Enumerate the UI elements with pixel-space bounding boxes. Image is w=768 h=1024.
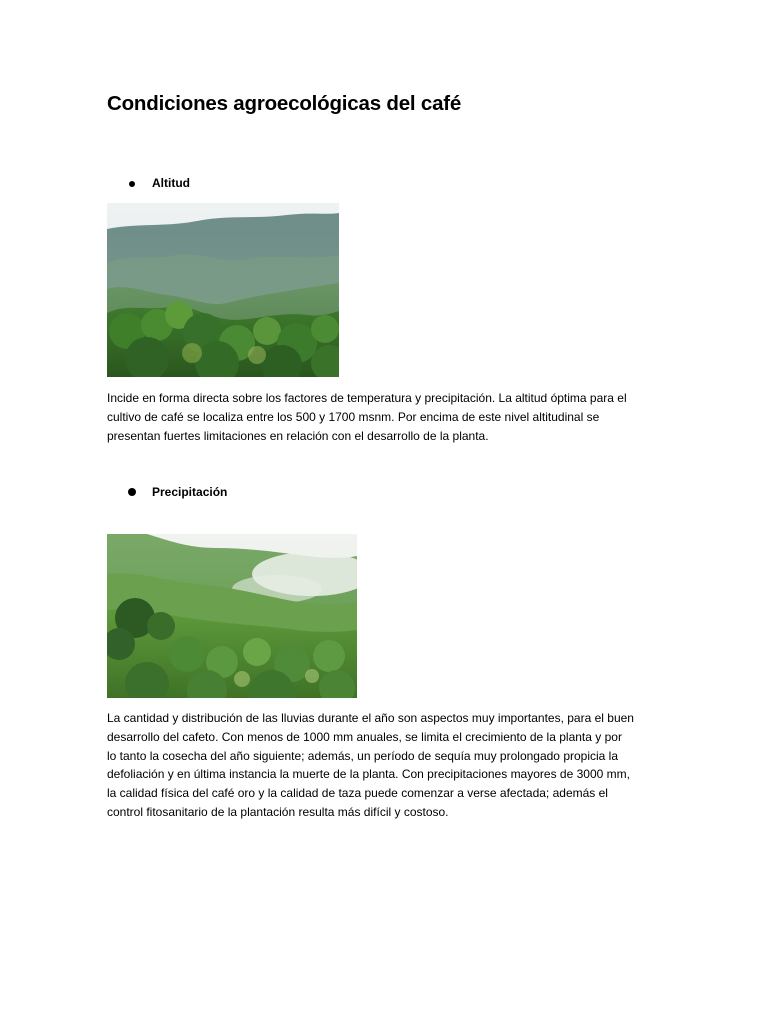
bullet-icon [128, 488, 136, 496]
coffee-plantation-photo [107, 534, 357, 698]
paragraph-line: la calidad física del café oro y la calidad de taza puede comenzar a verse afectada; además el [107, 786, 608, 801]
paragraph-line: presentan fuertes limitaciones en relación con el desarrollo de la planta. [107, 428, 489, 443]
paragraph-line: control fitosanitario de la plantación resulta más difícil y costoso. [107, 804, 449, 819]
paragraph-line: lo tanto la cosecha del año siguiente; además, un período de sequía muy prolongado propicia la [107, 748, 619, 763]
precipitacion-paragraph [107, 709, 667, 822]
document-title: Condiciones agroecológicas del café [107, 92, 462, 115]
paragraph-line: Incide en forma directa sobre los factores de temperatura y precipitación. La altitud óptima para el [107, 391, 627, 405]
altitud-paragraph [107, 389, 667, 445]
mountain-landscape-photo [107, 203, 339, 377]
paragraph-line: La cantidad y distribución de las lluvias durante el año son aspectos muy importantes, para el buen [107, 711, 634, 725]
paragraph-line: desarrollo del cafeto. Con menos de 1000 mm anuales, se limita el crecimiento de la planta y por [107, 729, 622, 744]
bullet-icon [129, 181, 135, 187]
section-heading-precipitacion: Precipitación [152, 485, 228, 499]
paragraph-line: defoliación y en última instancia la muerte de la planta. Con precipitaciones mayores de 3000 mm, [107, 767, 630, 782]
paragraph-line: cultivo de café se localiza entre los 500 y 1700 msnm. Por encima de este nivel altitudinal se [107, 409, 600, 424]
section-heading-altitud: Altitud [152, 176, 190, 190]
